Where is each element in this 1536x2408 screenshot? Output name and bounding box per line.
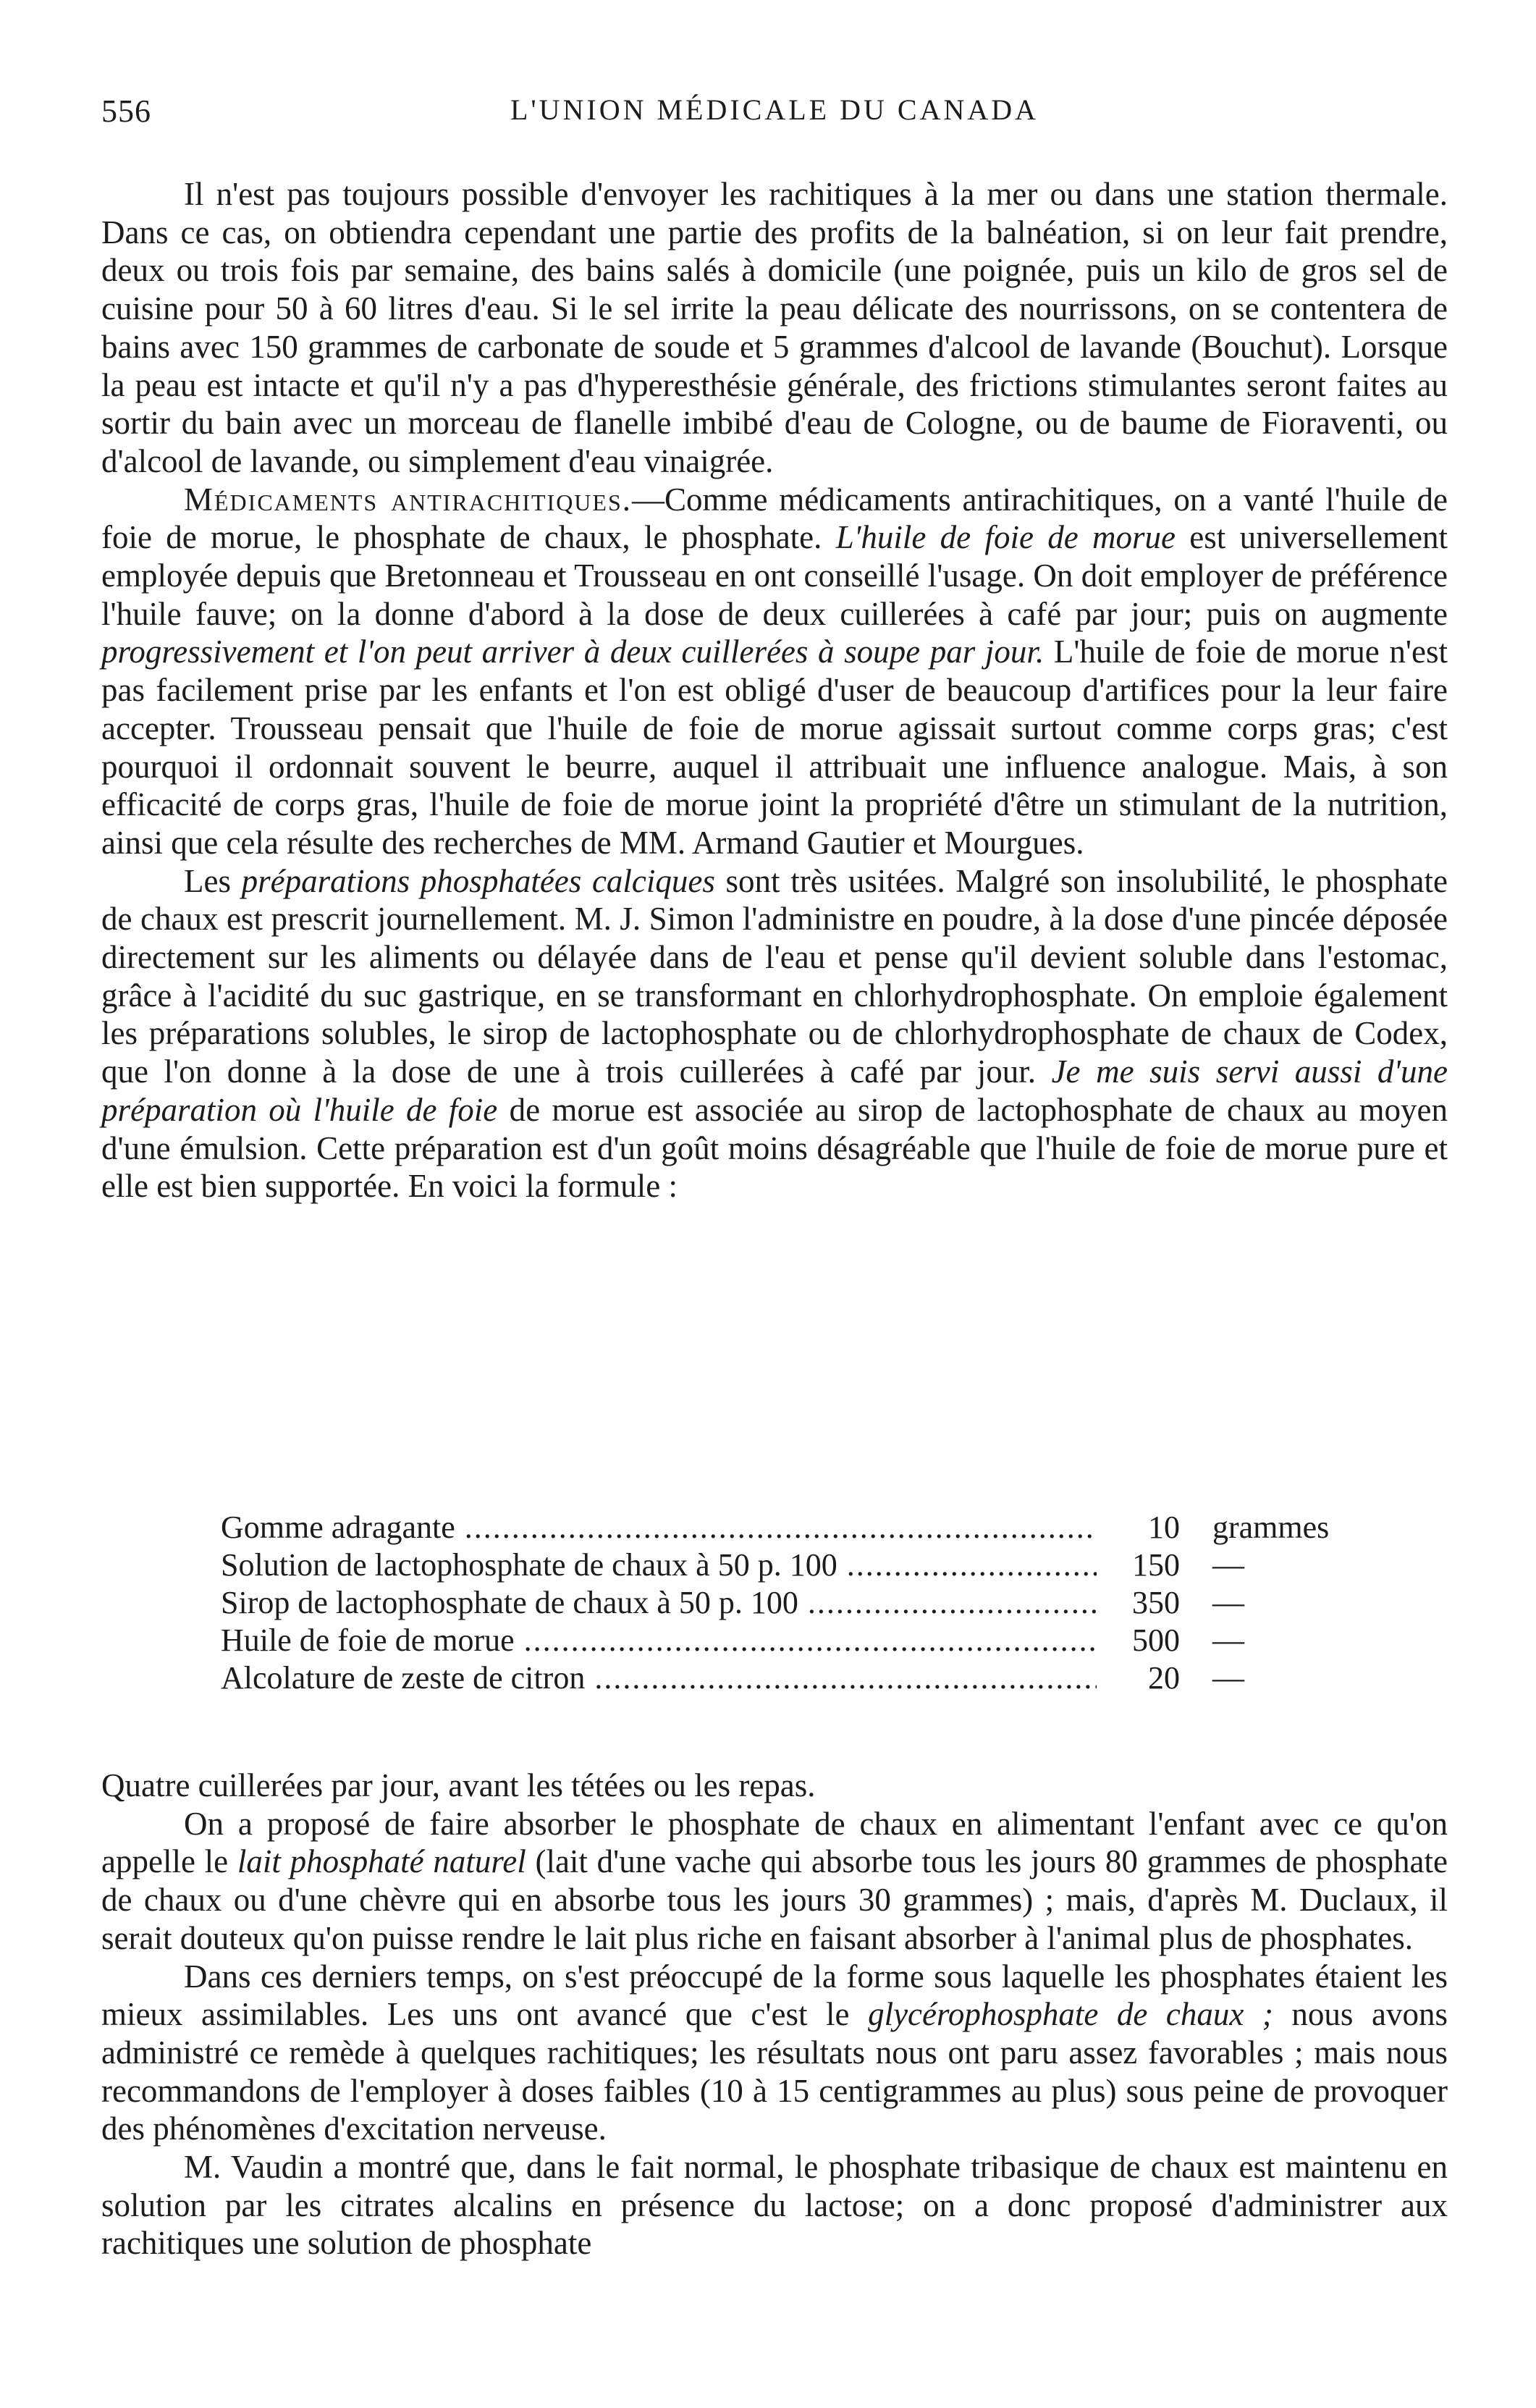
page-header (101, 93, 1448, 136)
formula-ingredient: Gomme adragante ..... (221, 1509, 1097, 1546)
formula-table (221, 1509, 1350, 1697)
formula-unit: — (1212, 1585, 1244, 1620)
formula-unit: — (1212, 1547, 1244, 1583)
running-title: L'UNION MÉDICALE DU CANADA (510, 93, 1039, 126)
formula-quantity: 10 (1148, 1510, 1180, 1545)
formula-quantity: 500 (1132, 1622, 1180, 1658)
paragraph-lait-phosphate: On a proposé de faire absorber le phosphate de chaux en alimentant l'enfant avec ce qu'on appelle le lait phosphaté naturel (lait d'une vache qui absorbe tous les jours 80 grammes de phosphate de chaux ou d'une chèvre qui en absorbe tous les jours 30 grammes) ; mais, d'après M. Duclaux, il serait douteux qu'on puisse rendre le lait plus riche en faisant absorber à l'animal plus de phosphates. (101, 1805, 1448, 1956)
body-text-lower (101, 1767, 1448, 2262)
formula-unit: — (1212, 1660, 1244, 1696)
formula-ingredient: Sirop de lactophosphate de chaux à 50 p. 100 ..... (221, 1584, 1097, 1622)
page-number: 556 (101, 93, 151, 129)
body-text-upper (101, 175, 1448, 1205)
formula-row (221, 1622, 1350, 1659)
paragraph-glycerophosphate: Dans ces derniers temps, on s'est préoccupé de la forme sous laquelle les phosphates étaient les mieux assimilables. Les uns ont avancé que c'est le glycérophosphate de chaux ; nous avons administré ce remède à quelques rachitiques; les résultats nous ont paru assez favorables ; mais nous recommandons de l'employer à doses faibles (10 à 15 centigrammes au plus) sous peine de provoquer des phénomènes d'excitation nerveuse. (101, 1958, 1448, 2147)
paragraph-dose: Quatre cuillerées par jour, avant les tétées ou les repas. (101, 1767, 816, 1803)
formula-row (221, 1584, 1350, 1622)
formula-ingredient: Solution de lactophosphate de chaux à 50 p. 100 ..... (221, 1546, 1097, 1584)
paragraph-vaudin: M. Vaudin a montré que, dans le fait normal, le phosphate tribasique de chaux est maintenu en solution par les citrates alcalins en présence du lactose; on a donc proposé d'administrer aux rachitiques une solution de phosphate (101, 2149, 1448, 2262)
formula-ingredient: Alcolature de zeste de citron ..... (221, 1659, 1097, 1697)
formula-unit: — (1212, 1622, 1244, 1658)
formula-unit: grammes (1212, 1510, 1330, 1545)
formula-row (221, 1509, 1350, 1546)
formula-row (221, 1659, 1350, 1697)
formula-quantity: 350 (1132, 1585, 1180, 1620)
paragraph-bains: Il n'est pas toujours possible d'envoyer les rachitiques à la mer ou dans une station thermale. Dans ce cas, on obtiendra cependant une partie des profits de la balnéation, si on leur fait prendre, deux ou trois fois par semaine, des bains salés à domicile (une poignée, puis un kilo de gros sel de cuisine pour 50 à 60 litres d'eau. Si le sel irrite la peau délicate des nourrissons, on se contentera de bains avec 150 grammes de carbonate de soude et 5 grammes d'alcool de lavande (Bouchut). Lorsque la peau est intacte et qu'il n'y a pas d'hyperesthésie générale, des frictions stimulantes seront faites au sortir du bain avec un morceau de flanelle imbibé d'eau de Cologne, ou de baume de Fioraventi, ou d'alcool de lavande, ou simplement d'eau vinaigrée. (101, 176, 1448, 479)
formula-ingredient: Huile de foie de morue ..... (221, 1622, 1097, 1659)
formula-row (221, 1546, 1350, 1584)
paragraph-medicaments: Médicaments antirachitiques.—Comme médicaments antirachitiques, on a vanté l'huile de foie de morue, le phosphate de chaux, le phosphate. L'huile de foie de morue est universellement employée depuis que Bretonneau et Trousseau en ont conseillé l'usage. On doit employer de préférence l'huile fauve; on la donne d'abord à la dose de deux cuillerées à café par jour; puis on augmente progressivement et l'on peut arriver à deux cuillerées à soupe par jour. L'huile de foie de morue n'est pas facilement prise par les enfants et l'on est obligé d'user de beaucoup d'artifices pour la leur faire accepter. Trousseau pensait que l'huile de foie de morue agissait surtout comme corps gras; c'est pourquoi il ordonnait souvent le beurre, auquel il attribuait une influence analogue. Mais, à son efficacité de corps gras, l'huile de foie de morue joint la propriété d'être un stimulant de la nutrition, ainsi que cela résulte des recherches de MM. Armand Gautier et Mourgues. (101, 481, 1448, 861)
paragraph-phosphates: Les préparations phosphatées calciques sont très usitées. Malgré son insolubilité, le phosphate de chaux est prescrit journellement. M. J. Simon l'administre en poudre, à la dose d'une pincée déposée directement sur les aliments ou délayée dans de l'eau et pense qu'il devient soluble dans l'estomac, grâce à l'acidité du suc gastrique, en se transformant en chlorhydrophosphate. On emploie également les préparations solubles, le sirop de lactophosphate ou de chlorhydrophosphate de chaux de Codex, que l'on donne à la dose de une à trois cuillerées à café par jour. Je me suis servi aussi d'une préparation où l'huile de foie de morue est associée au sirop de lactophosphate de chaux au moyen d'une émulsion. Cette préparation est d'un goût moins désagréable que l'huile de foie de morue pure et elle est bien supportée. En voici la formule : (101, 862, 1448, 1205)
section-heading-medicaments: Médicaments antirachitiques. (184, 481, 633, 518)
formula-quantity: 20 (1148, 1660, 1180, 1696)
formula-quantity: 150 (1132, 1547, 1180, 1583)
